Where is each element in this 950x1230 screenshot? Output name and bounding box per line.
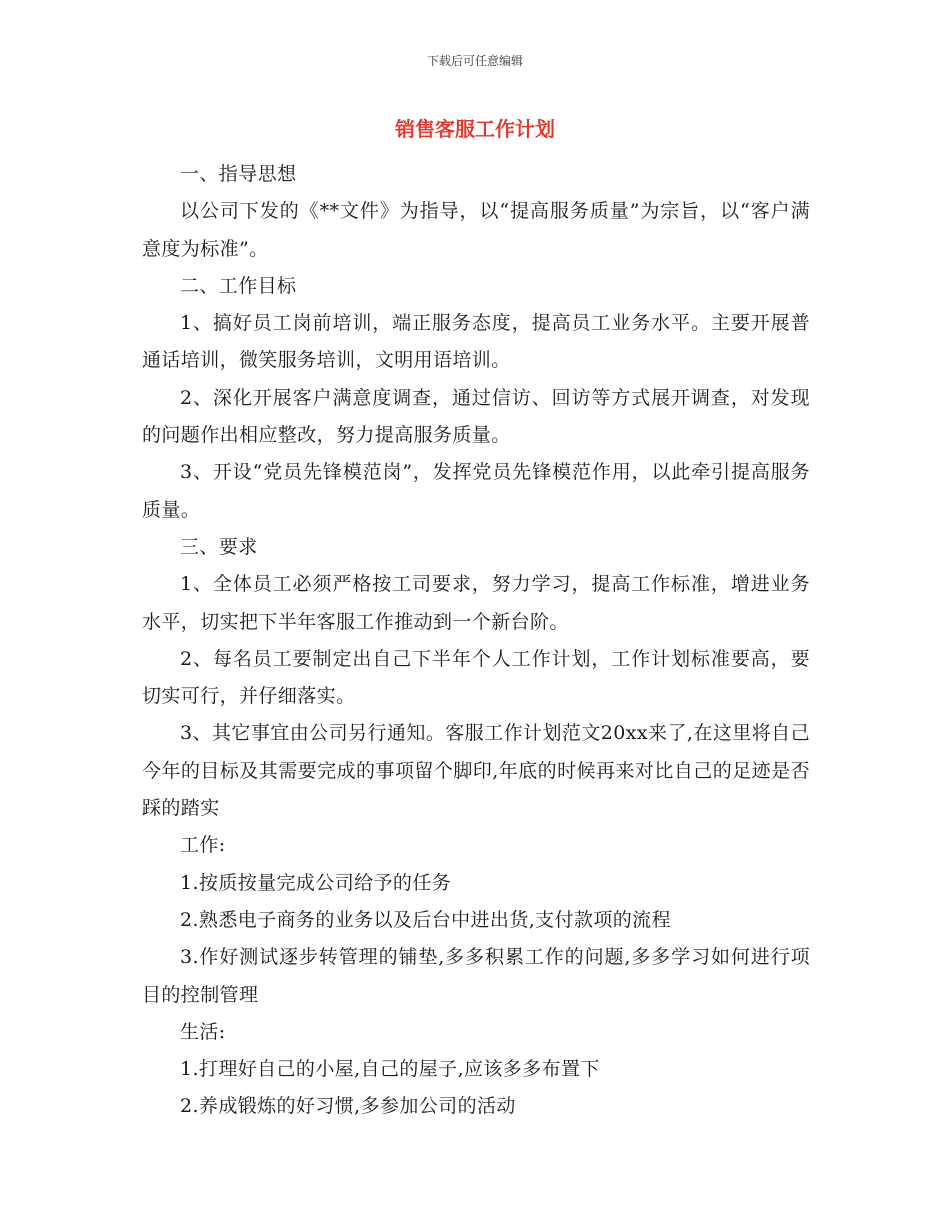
work-item-3: 3.作好测试逐步转管理的铺垫,多多积累工作的问题,多多学习如何进行项目的控制管理 — [142, 946, 810, 1006]
section-heading-guiding-thought: 一、指导思想 — [180, 163, 297, 185]
requirement-item-1: 1、全体员工必须严格按工司要求，努力学习，提高工作标准，增进业务水平，切实把下半年客服工作推动到一个新台阶。 — [142, 573, 810, 633]
document-title: 销售客服工作计划 — [395, 117, 555, 141]
page-header-note: 下载后可任意编辑 — [426, 54, 523, 68]
requirement-item-3: 3、其它事宜由公司另行通知。客服工作计划范文20xx来了,在这里将自己今年的目标及其需要完成的事项留个脚印,年底的时候再来对比自己的足迹是否踩的踏实 — [142, 722, 810, 820]
work-item-2: 2.熟悉电子商务的业务以及后台中进出货,支付款项的流程 — [180, 908, 671, 931]
life-item-2: 2.养成锻炼的好习惯,多参加公司的活动 — [180, 1095, 516, 1118]
subheading-life: 生活: — [180, 1020, 226, 1043]
section-heading-work-goals: 二、工作目标 — [180, 274, 297, 297]
document-body — [142, 156, 810, 1126]
paragraph-guiding-thought: 以公司下发的《**文件》为指导，以“提高服务质量”为宗旨，以“客户满意度为标准”。 — [142, 200, 810, 260]
goal-item-2: 2、深化开展客户满意度调查，通过信访、回访等方式展开调查，对发现的问题作出相应整改，努力提高服务质量。 — [142, 386, 810, 447]
goal-item-3: 3、开设“党员先锋模范岗”，发挥党员先锋模范作用，以此牵引提高服务质量。 — [142, 461, 810, 521]
section-heading-requirements: 三、要求 — [180, 535, 258, 558]
subheading-work: 工作: — [180, 834, 226, 857]
goal-item-1: 1、搞好员工岗前培训，端正服务态度，提高员工业务水平。主要开展普通话培训，微笑服务培训，文明用语培训。 — [142, 312, 810, 372]
requirement-item-2: 2、每名员工要制定出自己下半年个人工作计划，工作计划标准要高，要切实可行，并仔细落实。 — [142, 647, 810, 708]
work-item-1: 1.按质按量完成公司给予的任务 — [180, 871, 452, 894]
life-item-1: 1.打理好自己的小屋,自己的屋子,应该多多布置下 — [180, 1058, 600, 1081]
